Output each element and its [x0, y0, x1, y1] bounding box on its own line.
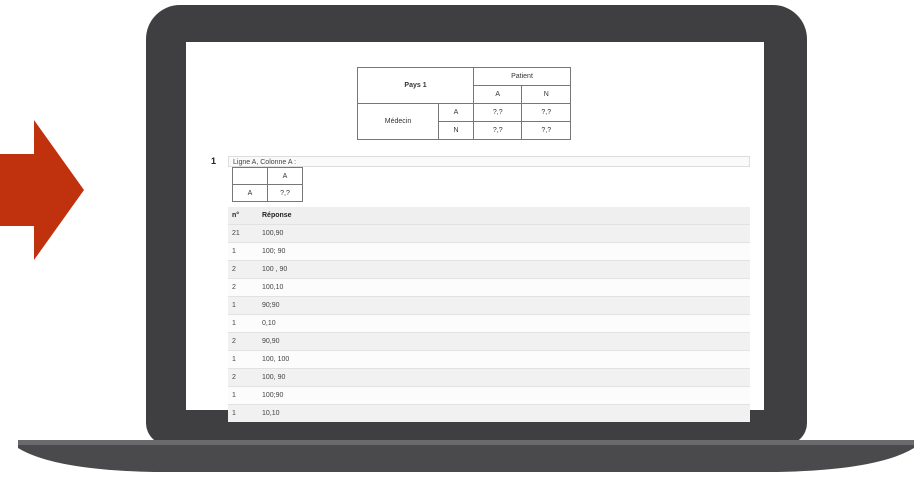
table-row [228, 369, 750, 387]
arrow-right-icon [0, 120, 84, 260]
answer-table [232, 167, 303, 202]
answer-row-header: A [233, 185, 268, 202]
table-row [228, 351, 750, 369]
table-row [228, 387, 750, 405]
table-row [228, 333, 750, 351]
table-row [228, 297, 750, 315]
question-label: Ligne A, Colonne A : [228, 156, 750, 167]
pays-title: Pays 1 [358, 68, 474, 104]
row-response: 100 , 90 [258, 261, 750, 279]
row-response: 10,10 [258, 405, 750, 423]
cell-a-a: ?,? [474, 104, 522, 122]
table-row [228, 243, 750, 261]
answer-value: ?,? [268, 185, 303, 202]
answer-corner [233, 168, 268, 185]
row-count: 2 [228, 279, 258, 297]
patient-col-a: A [474, 86, 522, 104]
row-count: 1 [228, 405, 258, 423]
row-response: 100, 90 [258, 369, 750, 387]
col-header-count: n° [228, 207, 258, 225]
medecin-row-a: A [439, 104, 474, 122]
row-count: 1 [228, 243, 258, 261]
table-row [228, 405, 750, 423]
row-count: 1 [228, 387, 258, 405]
row-count: 2 [228, 333, 258, 351]
laptop-base [18, 440, 914, 472]
responses-table [228, 207, 750, 422]
row-count: 1 [228, 351, 258, 369]
patient-header: Patient [474, 68, 571, 86]
question-number: 1 [211, 156, 217, 166]
row-count: 1 [228, 297, 258, 315]
row-response: 100; 90 [258, 243, 750, 261]
row-response: 90,90 [258, 333, 750, 351]
row-count: 21 [228, 225, 258, 243]
col-header-response: Réponse [258, 207, 750, 225]
table-row [228, 261, 750, 279]
row-response: 100,90 [258, 225, 750, 243]
table-row [228, 279, 750, 297]
patient-col-n: N [522, 86, 571, 104]
row-response: 100, 100 [258, 351, 750, 369]
answer-col-header: A [268, 168, 303, 185]
row-response: 100,10 [258, 279, 750, 297]
screen [186, 42, 764, 417]
row-response: 90;90 [258, 297, 750, 315]
row-response: 100;90 [258, 387, 750, 405]
medecin-header: Médecin [358, 104, 439, 140]
cell-n-n: ?,? [522, 122, 571, 140]
row-response: 0,10 [258, 315, 750, 333]
medecin-row-n: N [439, 122, 474, 140]
pays-table [357, 67, 571, 140]
row-count: 1 [228, 315, 258, 333]
cell-a-n: ?,? [522, 104, 571, 122]
cell-n-a: ?,? [474, 122, 522, 140]
row-count: 2 [228, 261, 258, 279]
table-row [228, 315, 750, 333]
table-row [228, 225, 750, 243]
row-count: 2 [228, 369, 258, 387]
